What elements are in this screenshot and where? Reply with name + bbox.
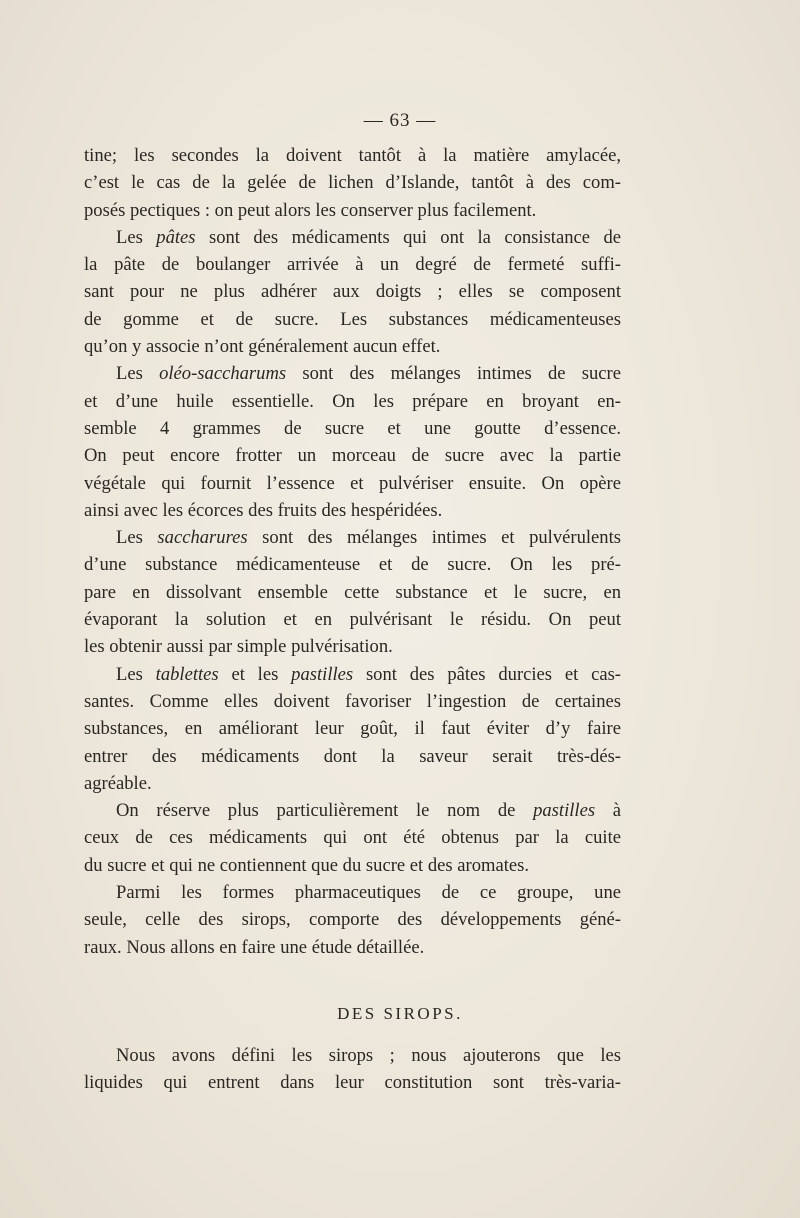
text-line: seule, celle des sirops, comporte des développements géné- <box>84 909 621 931</box>
text-line: végétale qui fournit l’essence et pulvériser ensuite. On opère <box>84 472 621 494</box>
text-line: Nous avons défini les sirops ; nous ajouterons que les <box>116 1045 621 1066</box>
text-line: pare en dissolvant ensemble cette substance et le sucre, en <box>84 581 621 603</box>
text-line: de gomme et de sucre. Les substances médicamenteuses <box>84 308 621 330</box>
text-line: substances, en améliorant leur goût, il faut éviter d’y faire <box>84 718 621 740</box>
text-line: Les saccharures sont des mélanges intimes et pulvérulents <box>116 527 621 549</box>
text-line: d’une substance médicamenteuse et de sucre. On les pré- <box>84 554 621 576</box>
text-line: entrer des médicaments dont la saveur serait très-dés- <box>84 745 621 767</box>
body-text <box>84 142 621 961</box>
section-heading: DES SIROPS. <box>337 1004 463 1023</box>
text-line: Les tablettes et les pastilles sont des pâtes durcies et cas- <box>116 663 621 685</box>
text-line: liquides qui entrent dans leur constitution sont très-varia- <box>84 1072 621 1094</box>
text-line: tine; les secondes la doivent tantôt à la matière amylacée, <box>84 145 621 166</box>
text-line: qu’on y associe n’ont généralement aucun effet. <box>84 336 441 358</box>
text-line: évaporant la solution et en pulvérisant le résidu. On peut <box>84 609 621 631</box>
text-line: Les pâtes sont des médicaments qui ont la consistance de <box>116 226 621 248</box>
text-line: posés pectiques : on peut alors les conserver plus facilement. <box>84 199 537 221</box>
text-line: santes. Comme elles doivent favoriser l’ingestion de certaines <box>84 690 621 712</box>
text-line: ainsi avec les écorces des fruits des hespéridées. <box>84 499 443 521</box>
text-line: la pâte de boulanger arrivée à un degré de fermeté suffi- <box>84 254 621 276</box>
text-line: du sucre et qui ne contiennent que du sucre et des aromates. <box>84 854 530 876</box>
text-line: semble 4 grammes de sucre et une goutte d’essence. <box>84 417 621 439</box>
text-line: On réserve plus particulièrement le nom de pastilles à <box>116 800 621 822</box>
text-line: Les oléo-saccharums sont des mélanges intimes de sucre <box>116 363 621 385</box>
text-line: c’est le cas de la gelée de lichen d’Islande, tantôt à des com- <box>84 172 621 194</box>
text-line: Parmi les formes pharmaceutiques de ce groupe, une <box>116 882 621 904</box>
text-line: et d’une huile essentielle. On les prépare en broyant en- <box>84 390 621 412</box>
text-line: les obtenir aussi par simple pulvérisation. <box>84 636 393 658</box>
text-line: raux. Nous allons en faire une étude détaillée. <box>84 936 425 958</box>
text-line: sant pour ne plus adhérer aux doigts ; elles se composent <box>84 281 621 303</box>
text-line: ceux de ces médicaments qui ont été obtenus par la cuite <box>84 827 621 849</box>
page-number: — 63 — <box>363 110 437 131</box>
text-line: On peut encore frotter un morceau de sucre avec la partie <box>84 445 621 467</box>
section-text <box>84 1042 621 1097</box>
text-line: agréable. <box>84 772 152 794</box>
